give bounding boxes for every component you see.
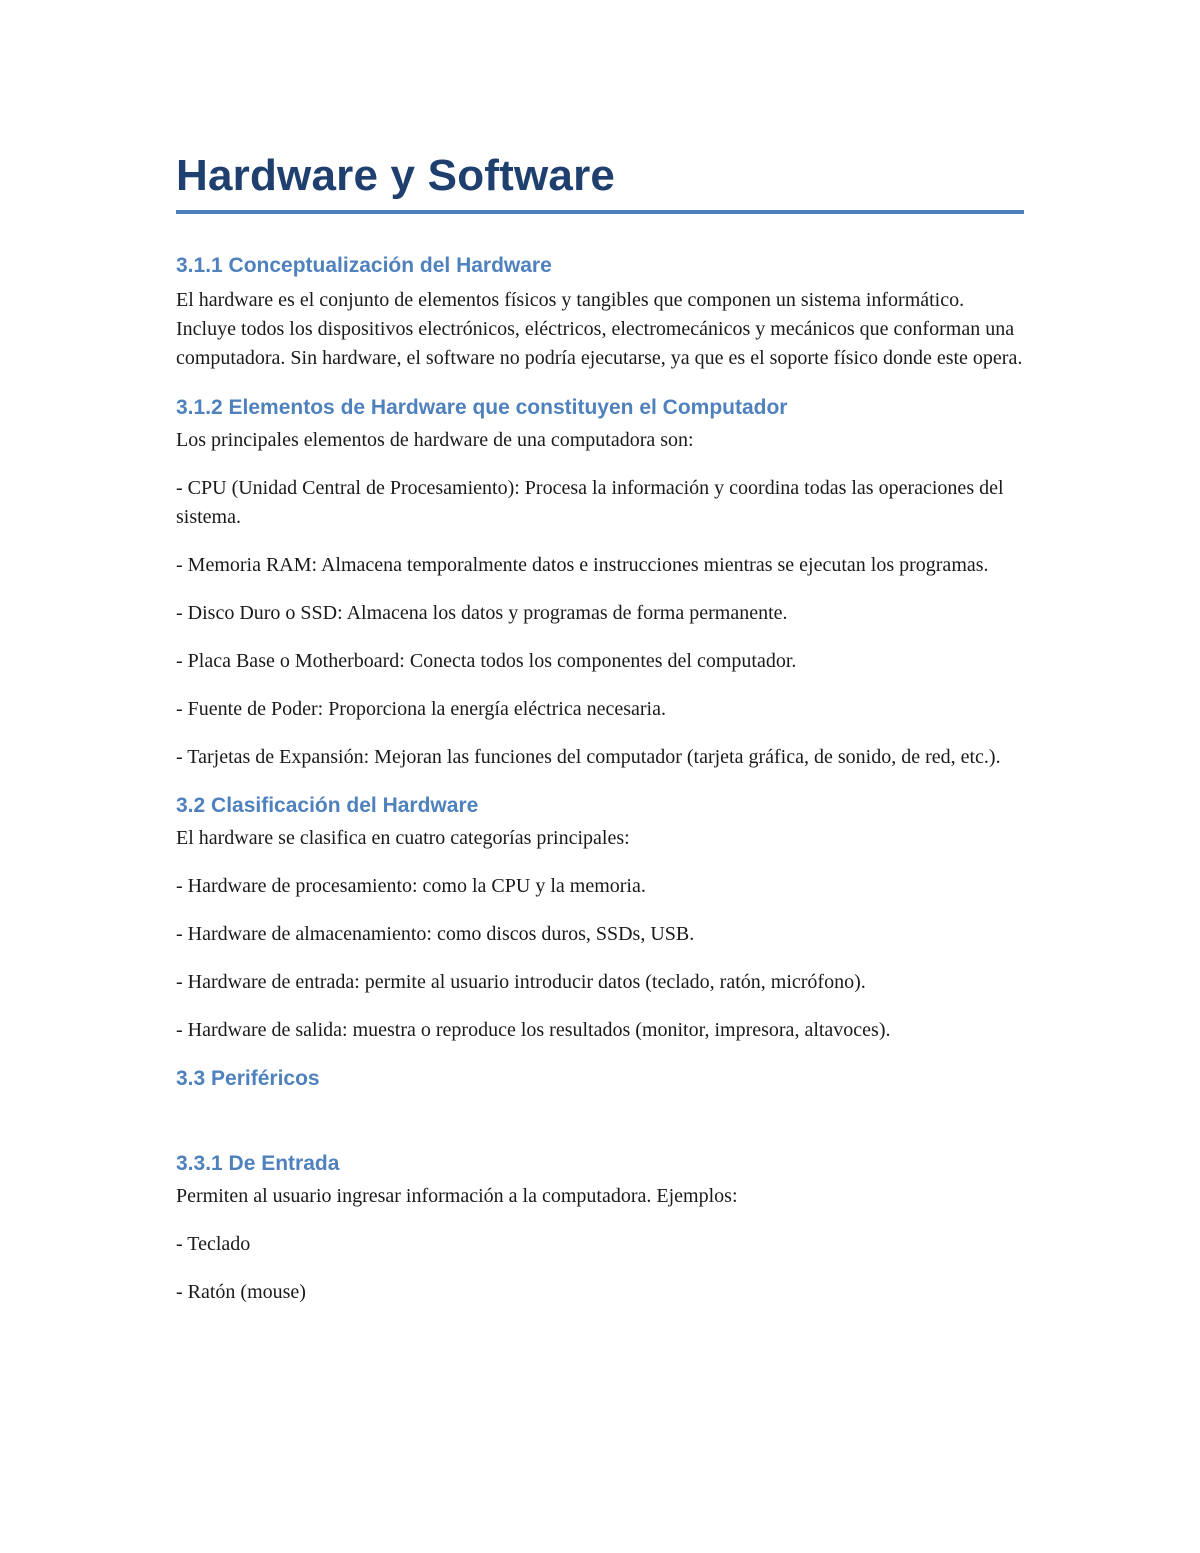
paragraph-input-intro: Permiten al usuario ingresar información a la computadora. Ejemplos: — [176, 1185, 738, 1207]
list-item: - Ratón (mouse) — [176, 1281, 306, 1303]
document-page — [176, 150, 1026, 1307]
heading-3-1-2: 3.1.2 Elementos de Hardware que constituyen el Computador — [176, 396, 788, 419]
paragraph-classification-intro: El hardware se clasifica en cuatro categorías principales: — [176, 827, 630, 849]
heading-3-2: 3.2 Clasificación del Hardware — [176, 794, 479, 817]
heading-3-3: 3.3 Periféricos — [176, 1067, 320, 1090]
list-item: - Hardware de almacenamiento: como discos duros, SSDs, USB. — [176, 923, 695, 945]
list-item: - Tarjetas de Expansión: Mejoran las funciones del computador (tarjeta gráfica, de sonido, de red, etc.). — [176, 746, 1001, 768]
list-item: - Hardware de salida: muestra o reproduce los resultados (monitor, impresora, altavoces). — [176, 1019, 891, 1041]
list-item: - Placa Base o Motherboard: Conecta todos los componentes del computador. — [176, 650, 797, 672]
list-item: - Memoria RAM: Almacena temporalmente datos e instrucciones mientras se ejecutan los programas. — [176, 554, 989, 576]
document-title: Hardware y Software — [176, 151, 616, 200]
paragraph-hardware-concept: El hardware es el conjunto de elementos físicos y tangibles que componen un sistema informático. Incluye todos los dispositivos electrónicos, eléctricos, electromecánicos y mecánicos que conforman una computadora. Sin hardware, el software no podría ejecutarse, ya que es el soporte físico donde este opera. — [176, 289, 1023, 369]
heading-3-1-1: 3.1.1 Conceptualización del Hardware — [176, 254, 552, 277]
list-item: - Hardware de entrada: permite al usuario introducir datos (teclado, ratón, micrófono). — [176, 971, 866, 993]
list-item: - CPU (Unidad Central de Procesamiento): Procesa la información y coordina todas las operaciones del sistema. — [176, 477, 1004, 528]
list-item: - Fuente de Poder: Proporciona la energía eléctrica necesaria. — [176, 698, 666, 720]
list-item: - Disco Duro o SSD: Almacena los datos y programas de forma permanente. — [176, 602, 788, 624]
list-item: - Teclado — [176, 1233, 251, 1255]
heading-3-3-1: 3.3.1 De Entrada — [176, 1152, 340, 1175]
list-item: - Hardware de procesamiento: como la CPU y la memoria. — [176, 875, 646, 897]
paragraph-elements-intro: Los principales elementos de hardware de una computadora son: — [176, 429, 694, 451]
